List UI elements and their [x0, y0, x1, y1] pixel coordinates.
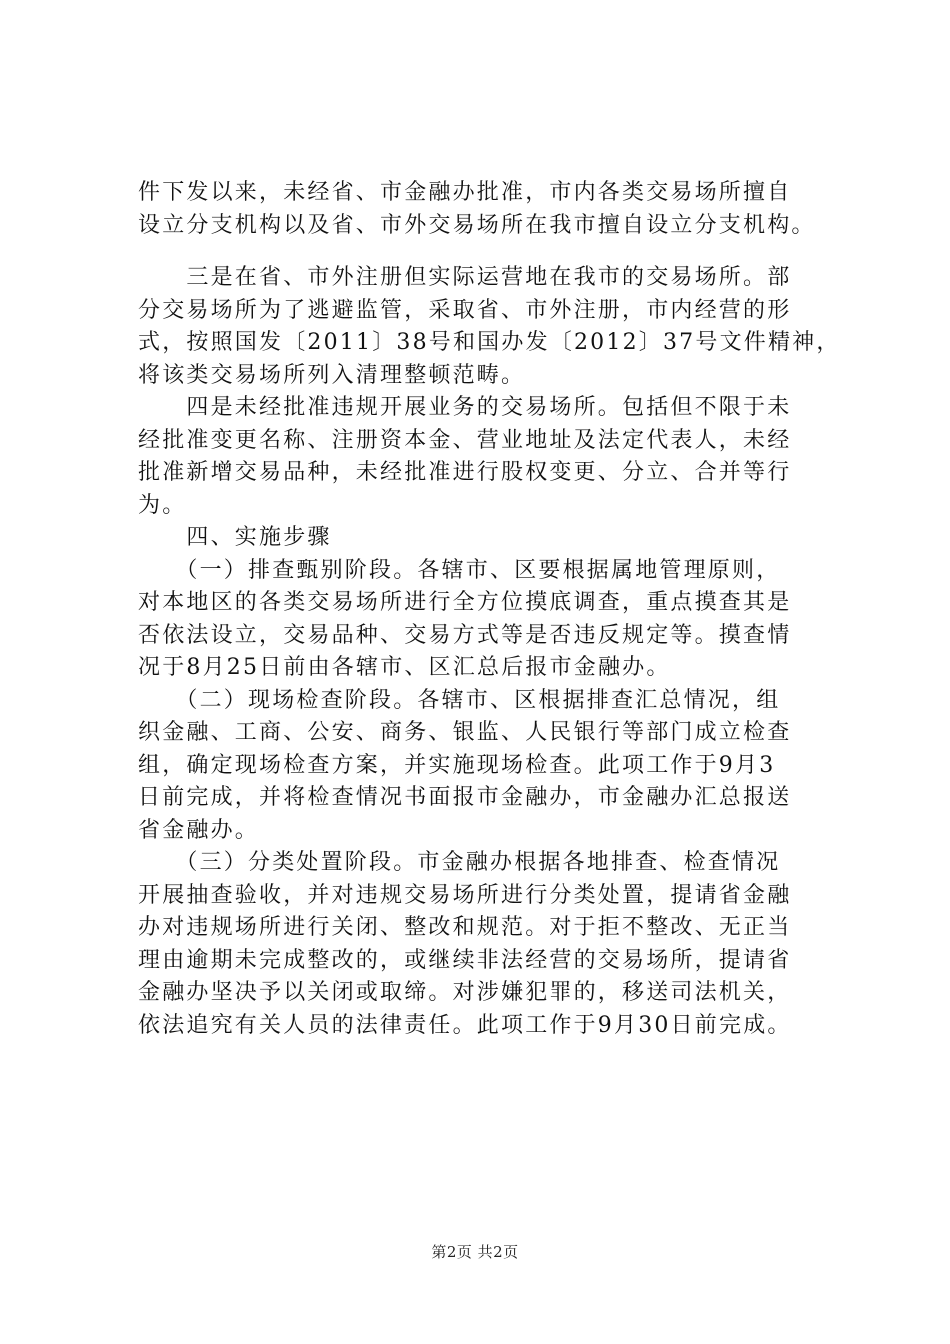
paragraph	[138, 685, 858, 848]
text-line: 分交易场所为了逃避监管，采取省、市外注册，市内经营的形	[138, 297, 792, 323]
text-line: 对本地区的各类交易场所进行全方位摸底调查，重点摸查其是	[138, 590, 792, 615]
text-line: 三是在省、市外注册但实际运营地在我市的交易场所。部	[138, 265, 792, 290]
text-line: 理由逾期未完成整改的，或继续非法经营的交易场所，提请省	[138, 947, 792, 973]
paragraph	[138, 177, 858, 242]
text-line: 件下发以来，未经省、市金融办批准，市内各类交易场所擅自	[138, 180, 792, 205]
text-line: 否依法设立，交易品种、交易方式等是否违反规定等。摸查情	[138, 622, 792, 648]
text-line: 办对违规场所进行关闭、整改和规范。对于拒不整改、无正当	[138, 915, 792, 940]
paragraph	[138, 392, 858, 522]
text-line: 依法追究有关人员的法律责任。此项工作于9月30日前完成。	[138, 1012, 792, 1038]
text-line: 组，确定现场检查方案，并实施现场检查。此项工作于9月3	[138, 752, 776, 778]
paragraph	[138, 555, 858, 685]
page-number-footer: 第2页 共2页	[431, 1243, 519, 1261]
text-line: 经批准变更名称、注册资本金、营业地址及法定代表人，未经	[138, 427, 792, 453]
text-line: 批准新增交易品种，未经批准进行股权变更、分立、合并等行	[138, 460, 792, 485]
text-line: 况于8月25日前由各辖市、区汇总后报市金融办。	[138, 655, 671, 680]
paragraph	[138, 262, 858, 392]
text-line: 开展抽查验收，并对违规交易场所进行分类处置，提请省金融	[138, 882, 792, 908]
text-line: 金融办坚决予以关闭或取缔。对涉嫌犯罪的，移送司法机关，	[138, 980, 792, 1005]
text-line: 日前完成，并将检查情况书面报市金融办，市金融办汇总报送	[138, 785, 792, 810]
text-line: 式，按照国发〔2011〕38号和国办发〔2012〕37号文件精神，	[138, 330, 841, 355]
text-line: 将该类交易场所列入清理整顿范畴。	[138, 362, 526, 388]
paragraph	[138, 847, 858, 1042]
text-line: 省金融办。	[138, 817, 260, 843]
text-line: 设立分支机构以及省、市外交易场所在我市擅自设立分支机构。	[138, 212, 816, 238]
text-line: 四是未经批准违规开展业务的交易场所。包括但不限于未	[138, 395, 792, 420]
text-line: （二）现场检查阶段。各辖市、区根据排查汇总情况，组	[138, 687, 781, 713]
text-line: （一）排查甄别阶段。各辖市、区要根据属地管理原则，	[138, 557, 781, 583]
section-heading	[138, 522, 858, 555]
text-line: （三）分类处置阶段。市金融办根据各地排查、检查情况	[138, 850, 781, 875]
text-line: 四、实施步骤	[138, 525, 332, 550]
text-line: 织金融、工商、公安、商务、银监、人民银行等部门成立检查	[138, 720, 792, 745]
document-body	[138, 177, 858, 1042]
text-line: 为。	[138, 492, 187, 518]
